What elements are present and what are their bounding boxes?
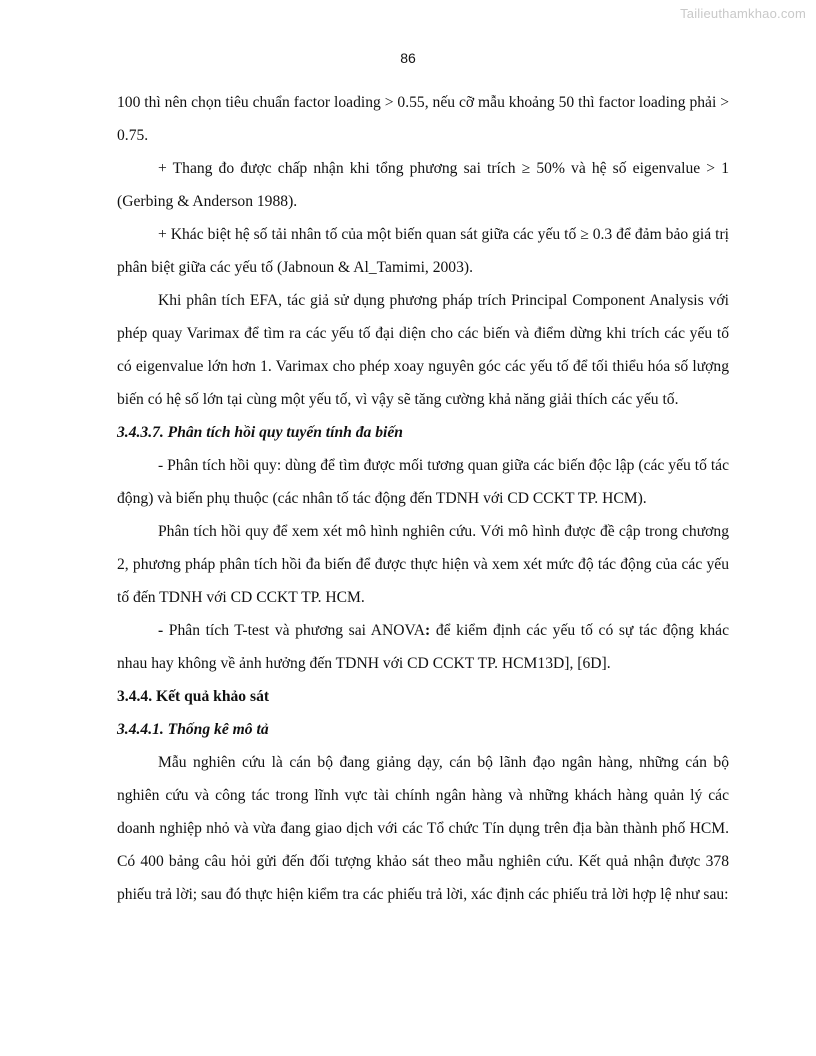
subsection-heading: 3.4.4.1. Thống kê mô tả	[117, 721, 269, 738]
bullet-dash: -	[158, 622, 164, 639]
watermark: Tailieuthamkhao.com	[680, 6, 806, 21]
paragraph: Mẫu nghiên cứu là cán bộ đang giảng dạy, cán bộ lãnh đạo ngân hàng, những cán bộ nghiên cứu và công tác trong lĩnh vực tài chính ngân hàng và những khách hàng quản lý các doanh nghiệp nhỏ và vừa đang giao dịch với các Tổ chức Tín dụng trên địa bàn thành phố HCM. Có 400 bảng câu hỏi gửi đến đối tượng khảo sát theo mẫu nghiên cứu. Kết quả nhận được 378 phiếu trả lời; sau đó thực hiện kiểm tra các phiếu trả lời, xác định các phiếu trả lời hợp lệ như sau:	[117, 754, 729, 903]
page-number: 86	[400, 50, 416, 66]
paragraph: + Khác biệt hệ số tải nhân tố của một biến quan sát giữa các yếu tố ≥ 0.3 để đảm bảo giá trị phân biệt giữa các yếu tố (Jabnoun & Al_Tamimi, 2003).	[117, 226, 729, 276]
paragraph: Khi phân tích EFA, tác giả sử dụng phương pháp trích Principal Component Analysis với phép quay Varimax để tìm ra các yếu tố đại diện cho các biến và điểm dừng khi trích các yếu tố có eigenvalue lớn hơn 1. Varimax cho phép xoay nguyên góc các yếu tố để tối thiểu hóa số lượng biến có hệ số lớn tại cùng một yếu tố, vì vậy sẽ tăng cường khả năng giải thích các yếu tố.	[117, 292, 729, 408]
section-heading: 3.4.3.7. Phân tích hồi quy tuyến tính đa biến	[117, 424, 403, 441]
paragraph: 100 thì nên chọn tiêu chuẩn factor loading > 0.55, nếu cỡ mẫu khoảng 50 thì factor loading phải > 0.75.	[117, 94, 729, 144]
paragraph: + Thang đo được chấp nhận khi tổng phương sai trích ≥ 50% và hệ số eigenvalue > 1 (Gerbing & Anderson 1988).	[117, 160, 729, 210]
paragraph-rest: để kiểm định các yếu tố có sự tác động khác nhau hay không về ảnh hưởng đến TDNH với CD CCKT TP. HCM13D], [6D].	[117, 622, 729, 672]
paragraph: - Phân tích hồi quy: dùng để tìm được mối tương quan giữa các biến độc lập (các yếu tố tác động) và biến phụ thuộc (các nhân tố tác động đến TDNH với CD CCKT TP. HCM).	[117, 457, 729, 507]
document-body	[117, 86, 729, 911]
paragraph: Phân tích hồi quy để xem xét mô hình nghiên cứu. Với mô hình được đề cập trong chương 2, phương pháp phân tích hồi đa biến để được thực hiện và xem xét mức độ tác động của các yếu tố đến TDNH với CD CCKT TP. HCM.	[117, 523, 729, 606]
paragraph	[117, 614, 729, 680]
section-heading: 3.4.4. Kết quả khảo sát	[117, 688, 270, 705]
paragraph-lead: Phân tích T-test và phương sai ANOVA	[163, 622, 426, 639]
paragraph-colon: :	[425, 622, 431, 639]
